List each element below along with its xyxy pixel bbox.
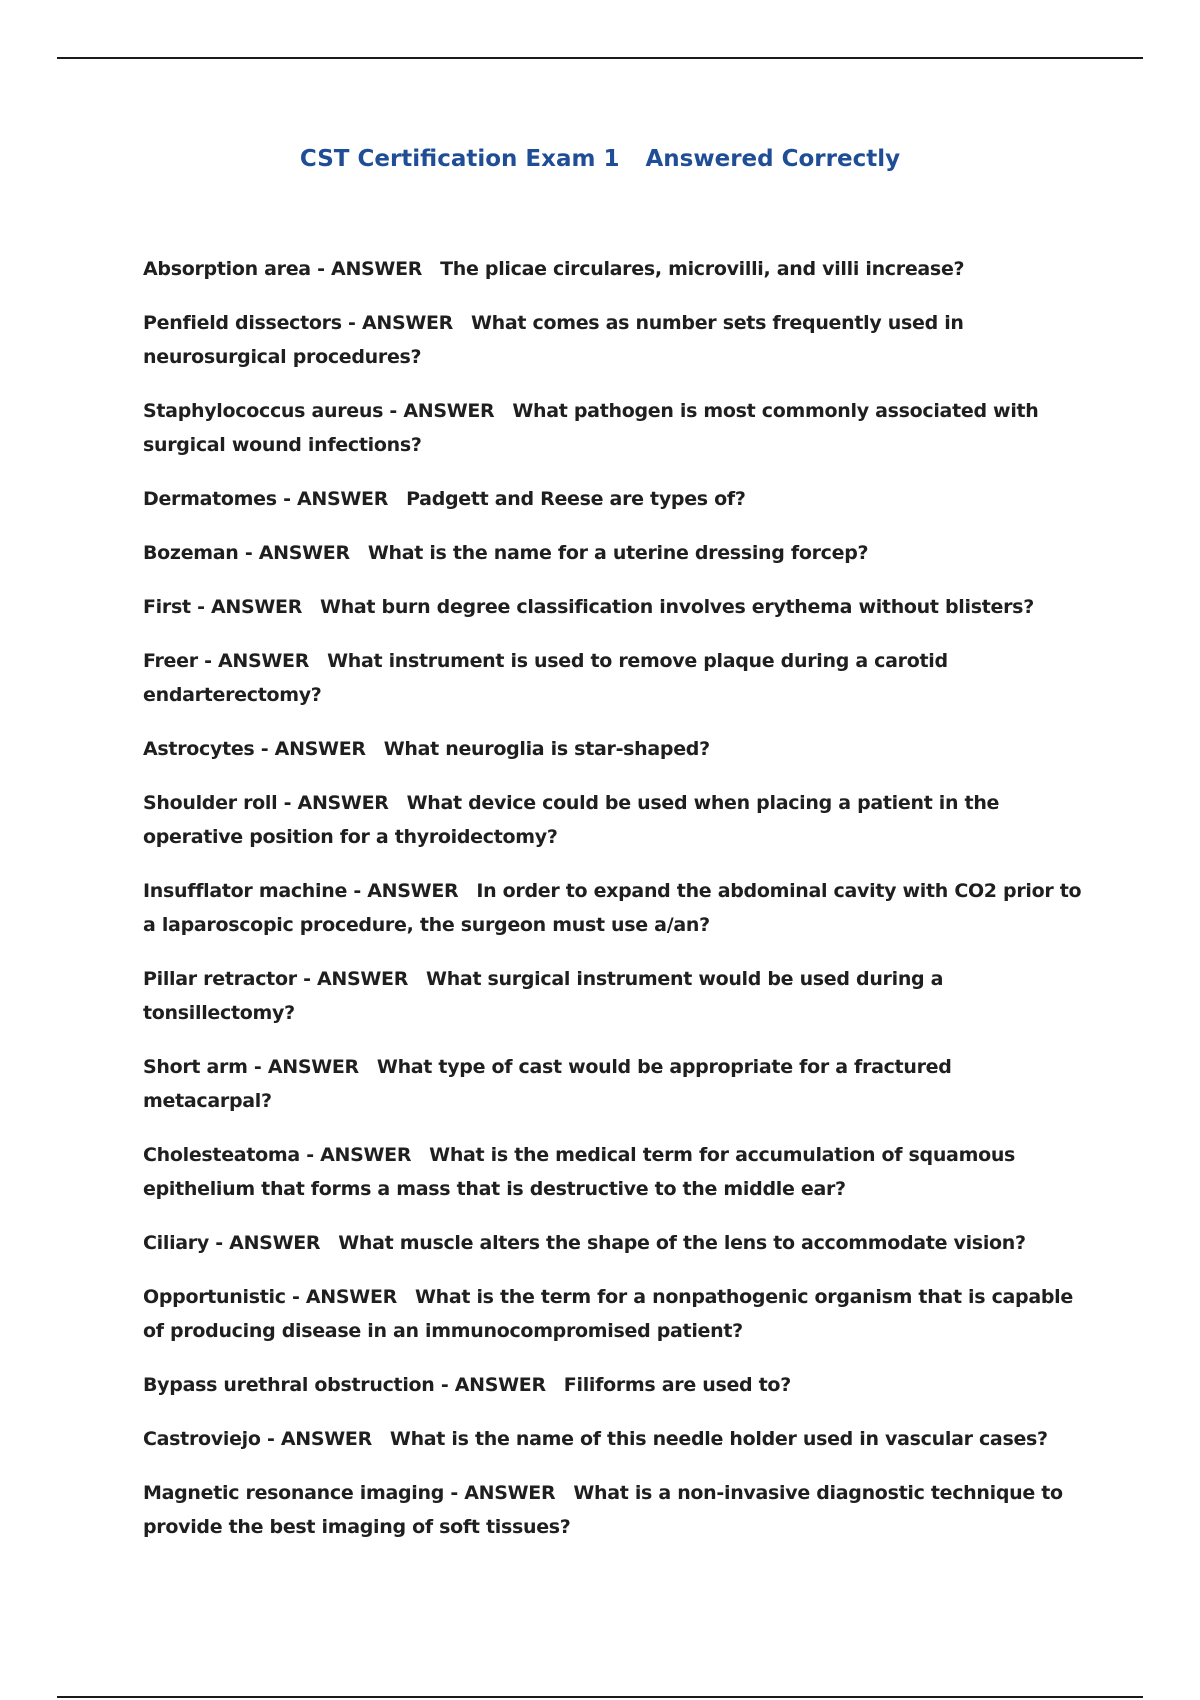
title-part-1: CST Certification Exam 1: [299, 146, 620, 172]
qa-answer: Ciliary - ANSWER: [143, 1232, 321, 1254]
qa-question: Padgett and Reese are types of?: [406, 488, 746, 510]
qa-item: [143, 1138, 1083, 1206]
qa-item: [143, 1280, 1083, 1348]
qa-item: [143, 874, 1083, 942]
qa-question: Filiforms are used to?: [563, 1374, 791, 1396]
qa-question: The plicae circulares, microvilli, and villi increase?: [440, 258, 965, 280]
qa-item: [143, 252, 1083, 286]
title-part-2: Answered Correctly: [645, 146, 901, 172]
qa-question: What device could be used when placing a patient in the operative position for a thyroidectomy?: [143, 792, 1000, 848]
qa-answer: Bozeman - ANSWER: [143, 542, 350, 564]
qa-question: What instrument is used to remove plaque during a carotid endarterectomy?: [143, 650, 948, 706]
qa-question: What muscle alters the shape of the lens to accommodate vision?: [338, 1232, 1026, 1254]
qa-item: [143, 1368, 1083, 1402]
qa-item: [143, 306, 1083, 374]
page-title: [0, 146, 1200, 172]
qa-answer: Pillar retractor - ANSWER: [143, 968, 409, 990]
qa-question: What surgical instrument would be used during a tonsillectomy?: [143, 968, 944, 1024]
qa-answer: Penfield dissectors - ANSWER: [143, 312, 453, 334]
qa-question: What is the name for a uterine dressing forcep?: [367, 542, 869, 564]
qa-answer: Staphylococcus aureus - ANSWER: [143, 400, 495, 422]
qa-question: What is a non-invasive diagnostic technique to provide the best imaging of soft tissues?: [143, 1482, 1063, 1538]
qa-answer: Insufflator machine - ANSWER: [143, 880, 459, 902]
qa-item: [143, 786, 1083, 854]
qa-question: What comes as number sets frequently used in neurosurgical procedures?: [143, 312, 964, 368]
qa-item: [143, 1422, 1083, 1456]
qa-question: What burn degree classification involves erythema without blisters?: [320, 596, 1034, 618]
qa-answer: Astrocytes - ANSWER: [143, 738, 366, 760]
qa-answer: Castroviejo - ANSWER: [143, 1428, 372, 1450]
qa-question: What is the medical term for accumulation of squamous epithelium that forms a mass that is destructive to the middle ear?: [143, 1144, 1016, 1200]
qa-question: What neuroglia is star-shaped?: [383, 738, 710, 760]
qa-answer: Dermatomes - ANSWER: [143, 488, 389, 510]
bottom-divider: [57, 1696, 1143, 1698]
qa-item: [143, 962, 1083, 1030]
qa-question: What pathogen is most commonly associated with surgical wound infections?: [143, 400, 1039, 456]
qa-item: [143, 1050, 1083, 1118]
qa-item: [143, 394, 1083, 462]
qa-item: [143, 1226, 1083, 1260]
qa-answer: Short arm - ANSWER: [143, 1056, 359, 1078]
qa-question: What is the name of this needle holder used in vascular cases?: [389, 1428, 1048, 1450]
qa-answer: Freer - ANSWER: [143, 650, 310, 672]
qa-item: [143, 536, 1083, 570]
qa-item: [143, 482, 1083, 516]
qa-item: [143, 590, 1083, 624]
qa-list: [143, 252, 1083, 1564]
qa-question: What type of cast would be appropriate for a fractured metacarpal?: [143, 1056, 952, 1112]
qa-answer: Magnetic resonance imaging - ANSWER: [143, 1482, 556, 1504]
qa-question: In order to expand the abdominal cavity with CO2 prior to a laparoscopic procedure, the surgeon must use a/an?: [143, 880, 1082, 936]
qa-item: [143, 644, 1083, 712]
qa-answer: Cholesteatoma - ANSWER: [143, 1144, 412, 1166]
qa-question: What is the term for a nonpathogenic organism that is capable of producing disease in an immunocompromised patient?: [143, 1286, 1073, 1342]
qa-item: [143, 732, 1083, 766]
qa-answer: First - ANSWER: [143, 596, 303, 618]
qa-answer: Shoulder roll - ANSWER: [143, 792, 389, 814]
qa-answer: Bypass urethral obstruction - ANSWER: [143, 1374, 546, 1396]
qa-answer: Opportunistic - ANSWER: [143, 1286, 397, 1308]
top-divider: [57, 57, 1143, 59]
qa-answer: Absorption area - ANSWER: [143, 258, 423, 280]
qa-item: [143, 1476, 1083, 1544]
